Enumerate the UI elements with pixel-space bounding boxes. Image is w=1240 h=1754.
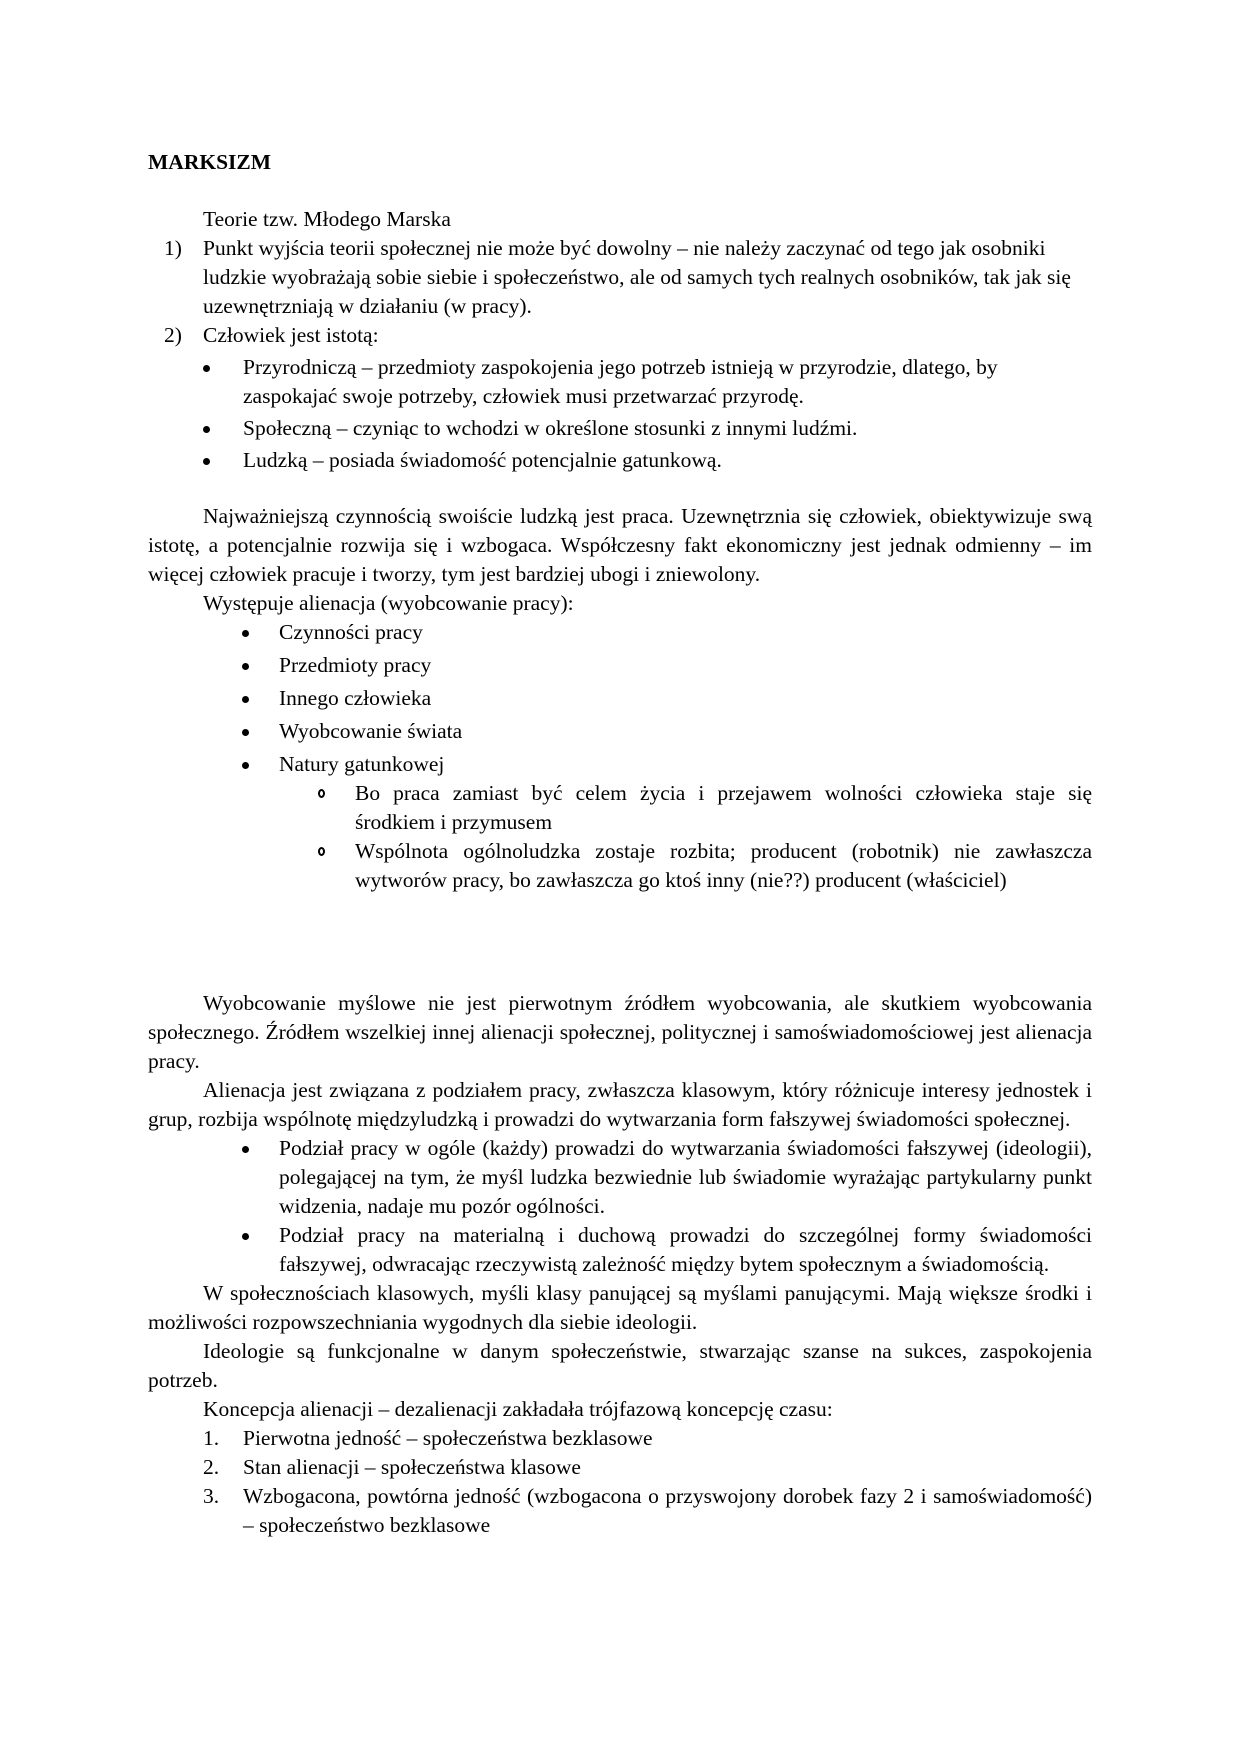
nature-sublist bbox=[148, 779, 1092, 895]
thesis-item bbox=[148, 321, 1092, 350]
time-intro: Koncepcja alienacji – dezalienacji zakładała trójfazową koncepcję czasu: bbox=[203, 1397, 833, 1421]
bullet-icon bbox=[242, 762, 249, 769]
phase-text: Pierwotna jedność – społeczeństwa bezklasowe bbox=[243, 1426, 653, 1450]
time-phase-item bbox=[148, 1482, 1092, 1540]
alienation-text: Natury gatunkowej bbox=[279, 752, 445, 776]
time-phase-item bbox=[148, 1424, 1092, 1453]
nature-subitem-text: Bo praca zamiast być celem życia i przejawem wolności człowieka staje się środkiem i przymusem bbox=[355, 781, 1092, 834]
bullet-icon bbox=[203, 365, 210, 372]
paragraph-work: Najważniejszą czynnością swoiście ludzką jest praca. Uzewnętrznia się człowiek, obiektywizuje swą istotę, a potencjalnie rozwija się i wzbogaca. Współczesny fakt ekonomiczny jest jednak odmienny – im więcej człowiek pracuje i tworzy, tym jest bardziej ubogi i zniewolony. bbox=[148, 504, 1092, 586]
bullet-icon bbox=[242, 663, 249, 670]
human-nature-text: Przyrodniczą – przedmioty zaspokojenia jego potrzeb istnieją w przyrodzie, dlatego, by zaspokajać swoje potrzeby, człowiek musi przetwarzać przyrodę. bbox=[243, 355, 998, 408]
paragraph-division: Alienacja jest związana z podziałem pracy, zwłaszcza klasowym, który różnicuje interesy jednostek i grup, rozbija wspólnotę międzyludzką i prowadzi do wytwarzania form fałszywej świadomości społecznej. bbox=[148, 1078, 1092, 1131]
bullet-icon bbox=[203, 426, 210, 433]
time-phases-list bbox=[148, 1424, 1092, 1540]
paragraph-mental: Wyobcowanie myślowe nie jest pierwotnym źródłem wyobcowania, ale skutkiem wyobcowania społecznego. Źródłem wszelkiej innej alienacji społecznej, politycznej i samoświadomościowej jest alienacja pracy. bbox=[148, 991, 1092, 1073]
alienation-list bbox=[148, 618, 1092, 779]
phase-marker: 3. bbox=[203, 1484, 220, 1508]
paragraph-ideology: Ideologie są funkcjonalne w danym społeczeństwie, stwarzając szanse na sukces, zaspokojenia potrzeb. bbox=[148, 1339, 1092, 1392]
alienation-item bbox=[148, 684, 1092, 713]
bullet-icon bbox=[242, 1233, 249, 1240]
time-phase-item bbox=[148, 1453, 1092, 1482]
alienation-item bbox=[148, 618, 1092, 647]
phase-text: Wzbogacona, powtórna jedność (wzbogacona o przyswojony dorobek fazy 2 i samoświadomość) – społeczeństwo bezklasowe bbox=[243, 1484, 1092, 1537]
circle-bullet-icon bbox=[318, 847, 325, 856]
division-item bbox=[148, 1134, 1092, 1221]
bullet-icon bbox=[242, 1146, 249, 1153]
alienation-item bbox=[148, 651, 1092, 680]
human-nature-item bbox=[148, 414, 1092, 443]
division-item bbox=[148, 1221, 1092, 1279]
alienation-item bbox=[148, 717, 1092, 746]
theses-section bbox=[148, 205, 1092, 475]
mental-section bbox=[148, 989, 1092, 1540]
document-title: MARKSIZM bbox=[148, 150, 272, 174]
human-nature-item bbox=[148, 353, 1092, 411]
nature-subitem bbox=[148, 837, 1092, 895]
phase-marker: 1. bbox=[203, 1426, 220, 1450]
alienation-intro: Występuje alienacja (wyobcowanie pracy): bbox=[203, 591, 574, 615]
theses-list bbox=[148, 234, 1092, 350]
paragraph-classes: W społecznościach klasowych, myśli klasy panującej są myślami panującymi. Mają większe środki i możliwości rozpowszechniania wygodnych dla siebie ideologii. bbox=[148, 1281, 1092, 1334]
alienation-text: Czynności pracy bbox=[279, 620, 423, 644]
bullet-icon bbox=[242, 729, 249, 736]
human-nature-item bbox=[148, 446, 1092, 475]
thesis-marker: 2) bbox=[164, 323, 182, 347]
division-list bbox=[148, 1134, 1092, 1279]
alienation-text: Innego człowieka bbox=[279, 686, 432, 710]
human-nature-list bbox=[148, 353, 1092, 475]
thesis-text: Człowiek jest istotą: bbox=[203, 323, 379, 347]
alienation-text: Wyobcowanie świata bbox=[279, 719, 463, 743]
thesis-marker: 1) bbox=[164, 236, 182, 260]
nature-subitem bbox=[148, 779, 1092, 837]
phase-text: Stan alienacji – społeczeństwa klasowe bbox=[243, 1455, 581, 1479]
work-section bbox=[148, 502, 1092, 895]
alienation-text: Przedmioty pracy bbox=[279, 653, 432, 677]
bullet-icon bbox=[203, 458, 210, 465]
division-text: Podział pracy w ogóle (każdy) prowadzi do wytwarzania świadomości fałszywej (ideologii), polegającej na tym, że myśl ludzka bezwiednie lub świadomie wyrażając partykularny punkt widzenia, nadaje mu pozór ogólności. bbox=[279, 1136, 1092, 1218]
nature-subitem-text: Wspólnota ogólnoludzka zostaje rozbita; producent (robotnik) nie zawłaszcza wytworów pracy, bo zawłaszcza go ktoś inny (nie??) producent (właściciel) bbox=[355, 839, 1092, 892]
circle-bullet-icon bbox=[318, 789, 325, 798]
human-nature-text: Ludzką – posiada świadomość potencjalnie gatunkową. bbox=[243, 448, 722, 472]
bullet-icon bbox=[242, 630, 249, 637]
phase-marker: 2. bbox=[203, 1455, 220, 1479]
thesis-item bbox=[148, 234, 1092, 321]
alienation-item bbox=[148, 750, 1092, 779]
division-text: Podział pracy na materialną i duchową prowadzi do szczególnej formy świadomości fałszywej, odwracając rzeczywistą zależność między bytem społecznym a świadomością. bbox=[279, 1223, 1092, 1276]
intro-heading: Teorie tzw. Młodego Marska bbox=[203, 207, 451, 231]
human-nature-text: Społeczną – czyniąc to wchodzi w określone stosunki z innymi ludźmi. bbox=[243, 416, 858, 440]
bullet-icon bbox=[242, 696, 249, 703]
thesis-text: Punkt wyjścia teorii społecznej nie może być dowolny – nie należy zaczynać od tego jak osobniki ludzkie wyobrażają sobie siebie i społeczeństwo, ale od samych tych realnych osobników, tak jak się uzewnętrzniają w działaniu (w pracy). bbox=[203, 236, 1071, 318]
